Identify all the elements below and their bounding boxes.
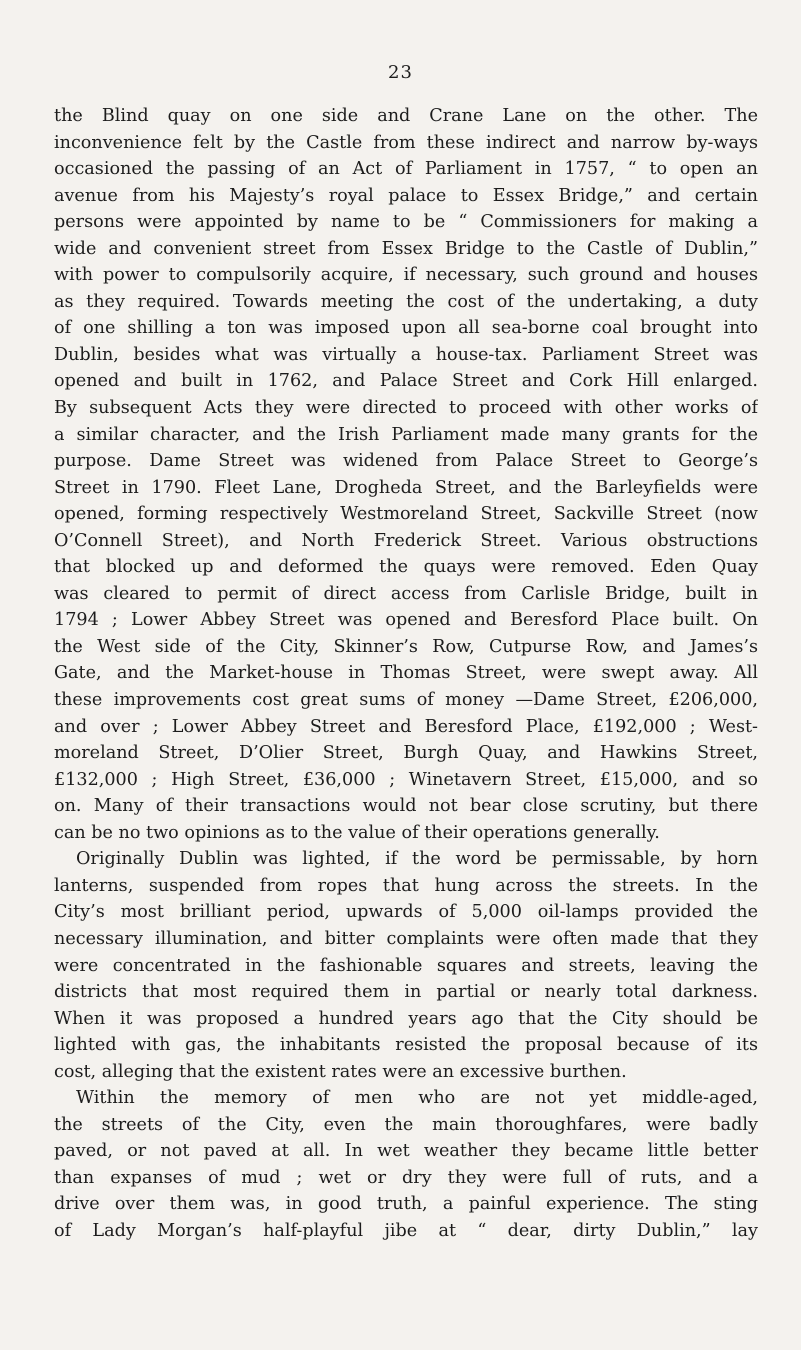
text-line: the West side of the City, Skinner’s Row, Cutpurse Row, and James’s — [54, 636, 758, 657]
text-line: £132,000 ; High Street, £36,000 ; Winetavern Street, £15,000, and so — [54, 769, 758, 790]
text-line: was cleared to permit of direct access from Carlisle Bridge, built in — [54, 583, 758, 604]
text-line: and over ; Lower Abbey Street and Beresford Place, £192,000 ; West- — [54, 716, 758, 737]
text-line: purpose. Dame Street was widened from Palace Street to George’s — [54, 451, 758, 472]
text-line: on. Many of their transactions would not bear close scrutiny, but there — [54, 796, 758, 817]
text-line: opened, forming respectively Westmoreland Street, Sackville Street (now — [54, 504, 758, 525]
text-line: lighted with gas, the inhabitants resisted the proposal because of its — [54, 1035, 758, 1056]
text-line: wide and convenient street from Essex Bridge to the Castle of Dublin,” — [54, 238, 758, 259]
text-line: lanterns, suspended from ropes that hung across the streets. In the — [54, 875, 758, 896]
text-line: the streets of the City, even the main thoroughfares, were badly — [54, 1114, 758, 1135]
text-line: as they required. Towards meeting the cost of the undertaking, a duty — [54, 291, 758, 312]
text-line: cost, alleging that the existent rates were an excessive burthen. — [54, 1061, 627, 1082]
text-line: When it was proposed a hundred years ago that the City should be — [54, 1008, 758, 1029]
text-line: City’s most brilliant period, upwards of 5,000 oil-lamps provided the — [54, 902, 758, 923]
text-line: than expanses of mud ; wet or dry they were full of ruts, and a — [54, 1167, 758, 1188]
text-line: the Blind quay on one side and Crane Lane on the other. The — [54, 106, 758, 126]
text-line: moreland Street, D’Olier Street, Burgh Quay, and Hawkins Street, — [54, 743, 758, 764]
text-line: of Lady Morgan’s half-playful jibe at “ dear, dirty Dublin,” lay — [54, 1220, 758, 1241]
text-line: Originally Dublin was lighted, if the word be permissable, by horn — [76, 849, 758, 870]
text-line: Within the memory of men who are not yet middle-aged, — [76, 1088, 758, 1109]
text-line: these improvements cost great sums of money —Dame Street, £206,000, — [54, 690, 758, 711]
text-line: 1794 ; Lower Abbey Street was opened and Beresford Place built. On — [54, 610, 758, 631]
text-line: can be no two opinions as to the value of their operations generally. — [54, 822, 660, 843]
text-line: Street in 1790. Fleet Lane, Drogheda Street, and the Barleyfields were — [54, 477, 758, 498]
text-line: with power to compulsorily acquire, if necessary, such ground and houses — [54, 265, 758, 286]
text-line: occasioned the passing of an Act of Parliament in 1757, “ to open an — [54, 159, 758, 180]
page-number: 23 — [388, 62, 413, 83]
text-line: paved, or not paved at all. In wet weather they became little better — [54, 1141, 758, 1162]
text-line: drive over them was, in good truth, a painful experience. The sting — [54, 1194, 758, 1215]
body-text — [54, 103, 758, 1245]
text-line: were concentrated in the fashionable squares and streets, leaving the — [54, 955, 758, 976]
text-line: Gate, and the Market-house in Thomas Street, were swept away. All — [54, 663, 758, 684]
text-line: districts that most required them in partial or nearly total darkness. — [54, 982, 758, 1003]
text-line: necessary illumination, and bitter complaints were often made that they — [54, 928, 758, 949]
text-line: opened and built in 1762, and Palace Street and Cork Hill enlarged. — [54, 371, 758, 392]
text-line: avenue from his Majesty’s royal palace to Essex Bridge,” and certain — [54, 185, 758, 206]
text-line: a similar character, and the Irish Parliament made many grants for the — [54, 424, 758, 445]
text-line: that blocked up and deformed the quays were removed. Eden Quay — [54, 557, 758, 578]
text-line: persons were appointed by name to be “ Commissioners for making a — [54, 212, 758, 233]
text-line: O’Connell Street), and North Frederick Street. Various obstructions — [54, 530, 758, 551]
text-line: inconvenience felt by the Castle from these indirect and narrow by-ways — [54, 132, 758, 153]
text-line: Dublin, besides what was virtually a house-tax. Parliament Street was — [54, 344, 758, 365]
text-line: By subsequent Acts they were directed to proceed with other works of — [54, 398, 758, 419]
text-line: of one shilling a ton was imposed upon all sea-borne coal brought into — [54, 318, 758, 339]
